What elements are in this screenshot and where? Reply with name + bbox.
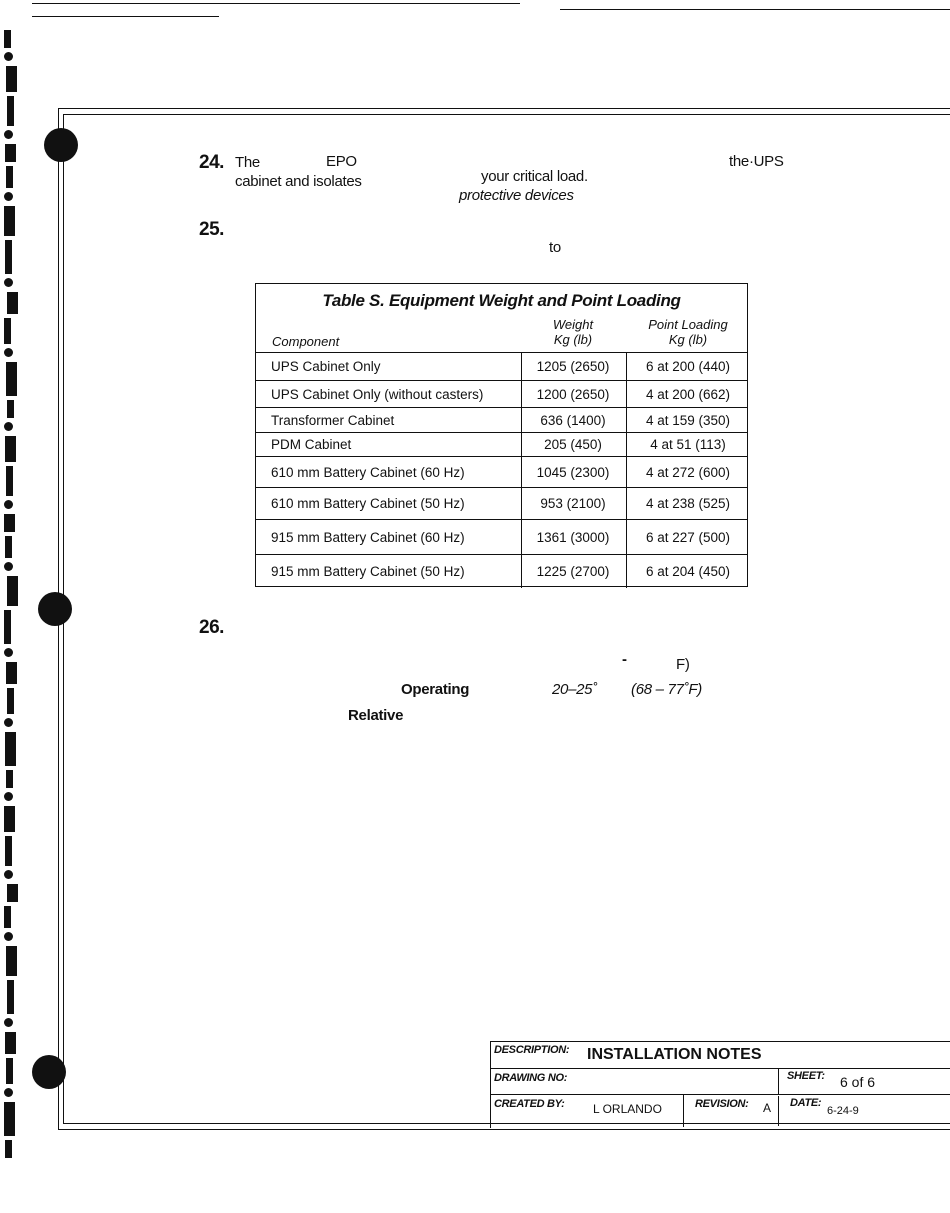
cell-weight: 1200 (2650) [536, 386, 610, 402]
binder-mark [7, 576, 18, 606]
binder-mark [4, 610, 11, 644]
section-26-text: 20–25˚ [552, 681, 597, 698]
created-by-label: CREATED BY: [494, 1098, 565, 1110]
binder-hole [4, 870, 13, 879]
table-title: Table S. Equipment Weight and Point Loading [322, 291, 681, 310]
section-26-text: Operating [401, 681, 470, 698]
binder-mark [4, 906, 11, 928]
cell-component: UPS Cabinet Only (without casters) [271, 386, 484, 402]
binder-hole [4, 278, 13, 287]
cell-weight: 636 (1400) [540, 412, 606, 428]
binder-mark [7, 400, 14, 418]
binder-mark [4, 1102, 15, 1136]
binder-hole [4, 792, 13, 801]
title-block-line [491, 1041, 950, 1042]
table-row [256, 380, 747, 407]
revision-value: A [763, 1101, 772, 1115]
title-block-line [491, 1068, 950, 1069]
cell-point-loading: 4 at 159 (350) [645, 412, 731, 428]
title-block [490, 1041, 950, 1128]
binder-mark [6, 466, 13, 496]
cell-component: 915 mm Battery Cabinet (60 Hz) [271, 529, 465, 545]
binder-mark [6, 166, 13, 188]
table-row [256, 407, 747, 432]
cell-weight: 1045 (2300) [536, 464, 610, 480]
section-24-text: the·UPS [729, 153, 784, 170]
table-row [256, 554, 747, 587]
binder-mark [6, 1058, 13, 1084]
date-label: DATE: [790, 1097, 822, 1109]
cell-weight: 1361 (3000) [536, 529, 610, 545]
binder-mark [7, 980, 14, 1014]
cell-point-loading: 4 at 238 (525) [645, 496, 731, 511]
punch-hole-top [44, 128, 78, 162]
binder-mark [5, 536, 12, 558]
binder-mark [5, 732, 16, 766]
cell-point-loading: 4 at 51 (113) [650, 437, 726, 452]
drawing-no-label: DRAWING NO: [494, 1072, 568, 1084]
table-row [256, 487, 747, 519]
binder-hole [4, 422, 13, 431]
header-point-loading: Point Loading [648, 317, 728, 332]
binder-mark [7, 688, 14, 714]
binder-hole [4, 648, 13, 657]
revision-label: REVISION: [695, 1098, 749, 1110]
cell-weight: 1225 (2700) [536, 563, 610, 579]
cell-point-loading: 6 at 227 (500) [645, 529, 731, 545]
binder-mark [6, 770, 13, 788]
description-value: INSTALLATION NOTES [587, 1046, 762, 1063]
cell-weight: 205 (450) [544, 437, 602, 452]
binder-mark [6, 362, 17, 396]
title-block-line [491, 1094, 950, 1095]
top-rule-short [32, 16, 219, 17]
binder-mark [5, 144, 16, 162]
section-26-text: - [622, 651, 627, 668]
section-25-text: to [549, 239, 561, 256]
binder-mark [6, 946, 17, 976]
page-frame-inner [63, 114, 950, 1124]
top-rule-right [560, 9, 950, 10]
title-block-divider [778, 1068, 779, 1095]
sheet-label: SHEET: [787, 1070, 825, 1082]
binder-hole [4, 718, 13, 727]
cell-weight: 1205 (2650) [536, 359, 610, 374]
binder-mark [5, 1032, 16, 1054]
binder-hole [4, 932, 13, 941]
header-weight-unit: Kg (lb) [553, 332, 593, 347]
section-26-text: Relative [348, 707, 404, 724]
description-label: DESCRIPTION: [494, 1044, 570, 1056]
binder-hole [4, 500, 13, 509]
binder-mark [7, 292, 18, 314]
title-block-divider [778, 1096, 779, 1126]
punch-hole-bottom [32, 1055, 66, 1089]
binder-hole [4, 348, 13, 357]
binder-mark [6, 662, 17, 684]
binder-mark [5, 1140, 12, 1158]
punch-hole-middle [38, 592, 72, 626]
column-divider [626, 352, 627, 588]
top-rule-left [32, 3, 520, 4]
cell-component: UPS Cabinet Only [271, 359, 381, 374]
section-24-text: cabinet and isolates [235, 173, 362, 190]
binder-mark [5, 436, 16, 462]
binder-hole [4, 52, 13, 61]
cell-component: 610 mm Battery Cabinet (50 Hz) [271, 496, 465, 511]
binder-hole [4, 1088, 13, 1097]
binder-mark [5, 240, 12, 274]
binder-hole [4, 1018, 13, 1027]
sheet-value: 6 of 6 [840, 1074, 876, 1090]
section-25-number: 25. [199, 219, 224, 240]
table-row [256, 519, 747, 554]
section-24-text: protective devices [459, 187, 574, 204]
binder-mark [4, 30, 11, 48]
binder-mark [6, 66, 17, 92]
created-by-value: L ORLANDO [593, 1102, 662, 1116]
section-26-number: 26. [199, 617, 224, 638]
cell-point-loading: 6 at 204 (450) [645, 563, 731, 579]
section-26-text: F) [676, 656, 690, 673]
section-24-text: The [235, 154, 260, 171]
cell-component: PDM Cabinet [271, 437, 352, 452]
table-row [256, 456, 747, 487]
cell-component: 610 mm Battery Cabinet (60 Hz) [271, 464, 465, 480]
binder-hole [4, 562, 13, 571]
binder-mark [4, 318, 11, 344]
cell-component: 915 mm Battery Cabinet (50 Hz) [271, 563, 465, 579]
cell-point-loading: 4 at 200 (662) [645, 386, 731, 402]
binder-mark [5, 836, 12, 866]
binder-hole [4, 130, 13, 139]
binder-mark [4, 206, 15, 236]
binder-edge [0, 20, 46, 1170]
binder-mark [7, 96, 14, 126]
binder-hole [4, 192, 13, 201]
equipment-weight-table [255, 283, 748, 587]
section-26-text: (68 – 77˚F) [631, 681, 702, 698]
title-block-divider [683, 1094, 684, 1127]
cell-weight: 953 (2100) [540, 496, 606, 511]
binder-mark [4, 514, 15, 532]
binder-mark [4, 806, 15, 832]
table-row [256, 352, 747, 380]
cell-component: Transformer Cabinet [271, 412, 395, 428]
binder-mark [7, 884, 18, 902]
header-point-unit: Kg (lb) [668, 332, 708, 347]
section-24-number: 24. [199, 152, 224, 173]
table-row [256, 432, 747, 456]
column-divider [521, 352, 522, 588]
section-24-text: EPO [326, 153, 357, 170]
header-weight: Weight [552, 317, 594, 332]
date-value: 6-24-9 [827, 1105, 859, 1117]
header-component: Component [272, 334, 340, 349]
cell-point-loading: 4 at 272 (600) [645, 464, 731, 480]
cell-point-loading: 6 at 200 (440) [645, 359, 731, 374]
section-24-text: your critical load. [481, 168, 588, 185]
